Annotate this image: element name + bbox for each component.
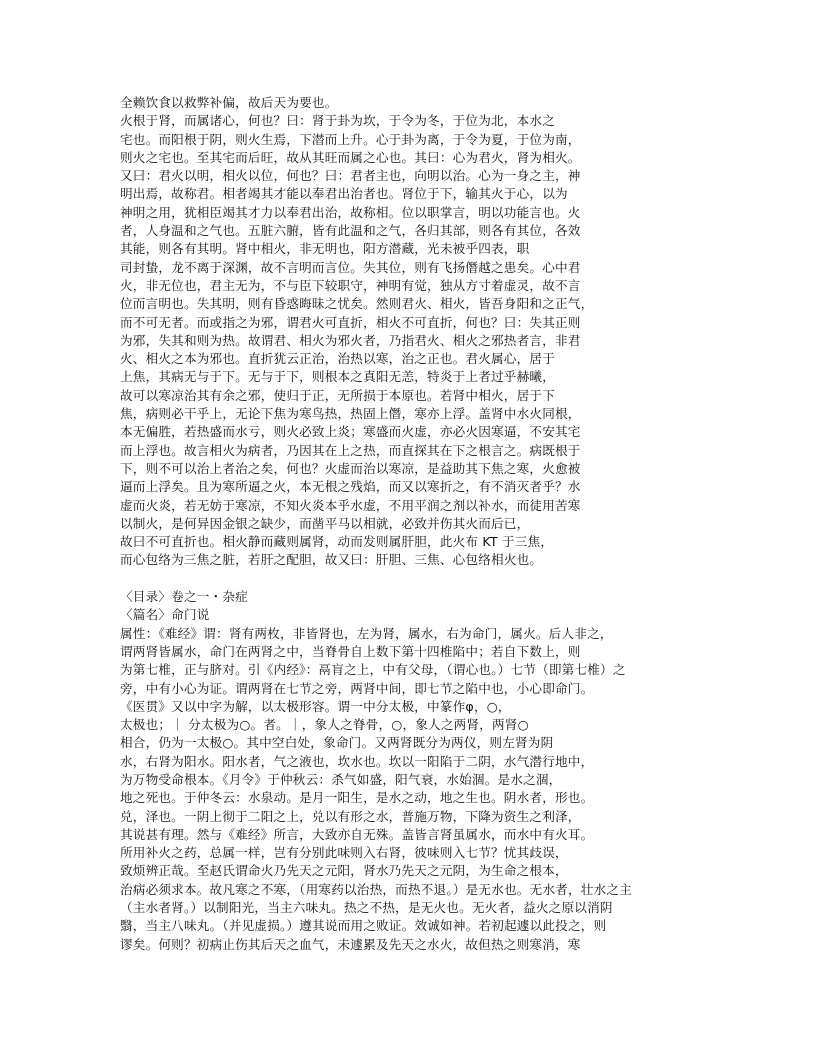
document-page bbox=[120, 94, 710, 954]
text-line: 为邪，失其和则为热。故谓君、相火为邪火者，乃指君火、相火之邪热者言，非君 bbox=[120, 332, 581, 348]
text-line: 兑，泽也。一阴上彻于二阳之上，兑以有形之水，普施万物，下降为资生之利泽， bbox=[120, 808, 581, 824]
text-line: 为第七椎，正与脐对。引《内经》：鬲肓之上，中有父母，（谓心也。）七节（即第七椎）之 bbox=[120, 662, 626, 678]
text-line: 属性：《难经》谓：肾有两枚，非皆肾也，左为肾，属水，右为命门，属火。后人非之， bbox=[120, 625, 613, 641]
text-line: 则火之宅也。至其宅而后旺，故从其旺而属之心也。其曰：心为君火，肾为相火。 bbox=[120, 149, 581, 165]
text-line: 其说甚有理。然与《难经》所言，大致亦自无殊。盖皆言肾虽属水，而水中有火耳。 bbox=[120, 826, 594, 842]
text-line: 火、相火之本为邪也。直折犹云正治，治热以寒，治之正也。君火属心，居于 bbox=[120, 351, 555, 367]
text-line: 治病必须求本。故凡寒之不寒，（用寒药以治热，而热不退。）是无水也。无水者，壮水之主 bbox=[120, 881, 632, 897]
text-line: 火，非无位也，君主无为，不与臣下较职守，神明有觉，独从方寸着虚灵，故不言 bbox=[120, 277, 581, 293]
text-line: 而心包络为三焦之脏，若肝之配胆，故又曰：肝胆、三焦、心包络相火也。 bbox=[120, 552, 543, 568]
text-line: 本无偏胜，若热盛而水亏，则火必致上炎；寒盛而火虚，亦必火因寒逼，不安其宅 bbox=[120, 424, 581, 440]
text-line: 旁，中有小心为证。谓两肾在七节之旁，两肾中间，即七节之陷中也，小心即命门。 bbox=[120, 680, 594, 696]
text-line: 逼而上浮矣。且为寒所逼之火，本无根之残焰，而又以寒折之，有不消灭者乎？水 bbox=[120, 479, 581, 495]
section-mingmen-text bbox=[120, 625, 710, 954]
text-line: 下，则不可以治上者治之矣，何也？火虚而治以寒凉，是益助其下焦之寒，火愈被 bbox=[120, 460, 581, 476]
text-line: 为万物受命根本。《月令》于仲秋云：杀气如盛，阳气衰，水始涸。是水之涸， bbox=[120, 771, 562, 787]
text-line: 地之死也。于仲冬云：水泉动。是月一阳生，是水之动，地之生也。阴水者，形也。 bbox=[120, 790, 594, 806]
text-line: 相合，仍为一太极○。其中空白处，象命门。又两肾既分为两仪，则左肾为阴 bbox=[120, 735, 554, 751]
text-line: 位而言明也。失其明，则有昏惑晦昧之忧矣。然则君火、相火，皆吾身阳和之正气， bbox=[120, 296, 594, 312]
text-line: （主水者肾。）以制阳光，当主六味丸。热之不热，是无火也。无火者，益火之原以消阴 bbox=[120, 900, 613, 916]
text-line: 故曰不可直折也。相火静而藏则属肾，动而发则属肝胆，此火布 KT 于三焦， bbox=[120, 534, 554, 550]
blank-line bbox=[120, 570, 710, 588]
text-line: 又曰：君火以明，相火以位，何也？曰：君者主也，向明以治。心为一身之主，神 bbox=[120, 168, 581, 184]
text-line: 《医贯》又以中字为解，以太极形容。谓一中分太极，中篆作φ，○， bbox=[120, 698, 511, 714]
text-line: 故可以寒凉治其有余之邪，使归于正，无所损于本原也。若肾中相火，居于下 bbox=[120, 387, 555, 403]
text-line: 者，人身温和之气也。五脏六腑，皆有此温和之气，各归其部，则各有其位，各效 bbox=[120, 223, 581, 239]
text-line: 神明之用，犹相臣竭其才力以奉君出治，故称相。位以职掌言，明以功能言也。火 bbox=[120, 204, 581, 220]
text-line: 而上浮也。故言相火为病者，乃因其在上之热，而直探其在下之根言之。病既根于 bbox=[120, 442, 581, 458]
section-xianghuo-text bbox=[120, 94, 710, 570]
text-line: 所用补火之药，总属一样，岂有分别此味则入右肾，彼味则入七节？忧其歧误， bbox=[120, 845, 568, 861]
text-line: 司封蛰，龙不离于深渊，故不言明而言位。失其位，则有飞扬僭越之患矣。心中君 bbox=[120, 259, 581, 275]
text-line: 致烦辨正哉。至赵氏谓命火乃先天之元阳，肾水乃先天之元阴，为生命之根本， bbox=[120, 863, 568, 879]
text-line: 谓两肾皆属水，命门在两肾之中，当脊骨自上数下第十四椎陷中；若自下数上，则 bbox=[120, 643, 581, 659]
text-line: 谬矣。何则？初病止伤其后天之血气，未遽累及先天之水火，故但热之则寒消，寒 bbox=[120, 936, 581, 952]
toc-heading: 〈目录〉卷之一・杂症 bbox=[120, 589, 248, 605]
text-line: 以制火，是何异因金银之缺少，而凿平马以相就，必致并伤其火而后已， bbox=[120, 515, 530, 531]
text-line: 焦，病则必干乎上，无论下焦为寒鸟热，热固上僭，寒亦上浮。盖肾中水火同根， bbox=[120, 406, 581, 422]
text-line: 太极也；｜ 分太极为○。者。｜，象人之脊骨，○，象人之两肾，两肾○ bbox=[120, 717, 529, 733]
text-line: 其能，则各有其明。肾中相火，非无明也，阳方潜藏，光未被乎四表，职 bbox=[120, 241, 530, 257]
chapter-title: 〈篇名〉命门说 bbox=[120, 607, 210, 623]
text-line: 水，右肾为阳水。阳水者，气之液也，坎水也。坎以一阳陷于二阴，水气潜行地中， bbox=[120, 753, 594, 769]
text-line: 翳，当主八味丸。（并见虚损。）遵其说而用之败证。效诚如神。若初起遽以此投之，则 bbox=[120, 918, 607, 934]
text-line: 而不可无者。而或指之为邪，谓君火可直折，相火不可直折，何也？曰：失其正则 bbox=[120, 314, 581, 330]
text-line: 火根于肾，而属诸心，何也？曰：肾于卦为坎，于令为冬，于位为北，本水之 bbox=[120, 113, 555, 129]
text-line: 虚而火炎，若无妨于寒凉，不知火炎本乎水虚，不用平润之剂以补水，而徒用苦寒 bbox=[120, 497, 581, 513]
text-line: 宅也。而阳根于阴，则火生焉，下潜而上升。心于卦为离，于令为夏，于位为南， bbox=[120, 131, 581, 147]
text-line: 上焦，其病无与于下。无与于下，则根本之真阳无恙，特炎于上者过乎赫曦， bbox=[120, 369, 555, 385]
text-line: 全赖饮食以救弊补偏，故后天为要也。 bbox=[120, 95, 338, 110]
text-line: 明出焉，故称君。相者竭其才能以奉君出治者也。肾位于下，输其火于心，以为 bbox=[120, 186, 568, 202]
